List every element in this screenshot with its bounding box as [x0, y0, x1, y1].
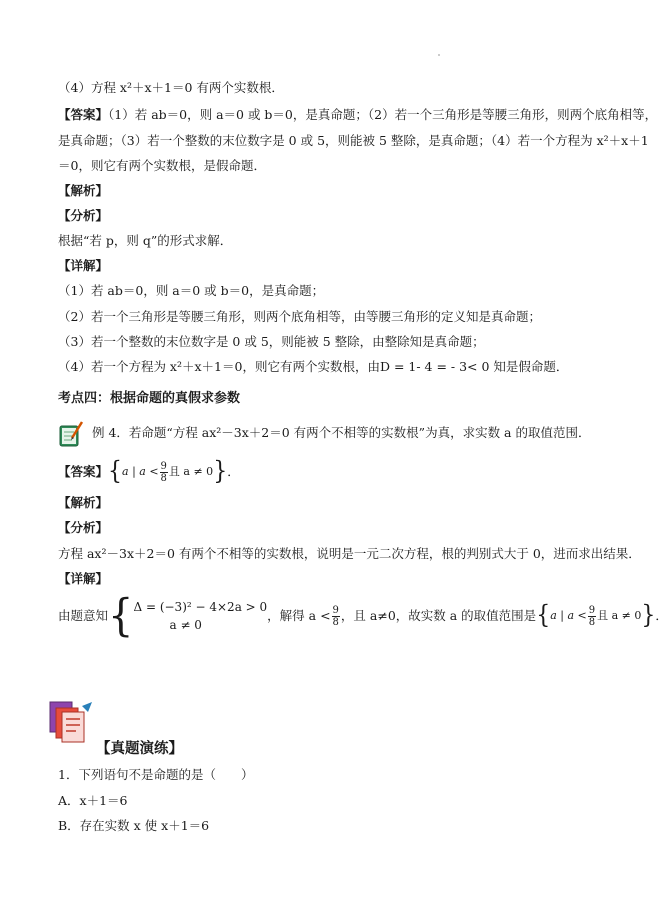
item-4-statement: （4）方程 x²＋x＋1＝0 有两个实数根． — [58, 80, 284, 95]
exam-papers-icon — [46, 700, 96, 744]
frac-den: 8 — [160, 472, 167, 484]
inequality-system — [133, 598, 267, 634]
set-right: 且 a ≠ 0 — [168, 465, 214, 478]
answer2-end: ． — [227, 464, 240, 479]
practice-section-title: 【真题演练】 — [96, 740, 183, 757]
frac-num-b: 9 — [332, 604, 339, 616]
solution-mid-2: ，且 a≠0，故实数 a 的取值范围是 — [340, 608, 537, 623]
answer-label: 【答案】 — [58, 107, 109, 122]
analysis2-heading: 【解析】 — [58, 495, 109, 510]
fraction-9-8-b — [332, 605, 340, 628]
set-left: a | a < — [122, 465, 159, 478]
scan-speck — [438, 54, 440, 56]
right-brace: } — [213, 457, 228, 486]
detail2-heading: 【详解】 — [58, 571, 109, 586]
frac-num: 9 — [160, 460, 167, 472]
system-line-1: Δ = (−3)² − 4×2a > 0 — [133, 600, 268, 614]
detail-3: （3）若一个整数的末位数字是 0 或 5，则能被 5 整除，由整除知是真命题； — [58, 334, 485, 349]
example-4-text: 例 4．若命题“方程 ax²－3x＋2＝0 有两个不相等的实数根”为真，求实数 a 的取值范围． — [92, 425, 591, 440]
option-b: B．存在实数 x 使 x＋1＝6 — [58, 818, 210, 833]
answer-line-3: ＝0，则它有两个实数根，是假命题． — [58, 158, 266, 173]
fenxi2-text: 方程 ax²－3x＋2＝0 有两个不相等的实数根，说明是一元二次方程，根的判别式大于 0，进而求出结果． — [58, 546, 641, 561]
notebook-pen-icon — [58, 420, 84, 448]
section-4-title: 考点四：根据命题的真假求参数 — [58, 391, 241, 406]
fraction-9-8 — [160, 461, 168, 484]
answer2-line — [58, 457, 600, 487]
answer-line-2: 是真命题；（3）若一个整数的末位数字是 0 或 5，则能被 5 整除，是真命题；（4）若一个方程为 x²＋x＋1 — [58, 133, 649, 148]
solution-end: ． — [655, 608, 668, 623]
detail-heading: 【详解】 — [58, 258, 109, 273]
left-brace: { — [108, 457, 123, 486]
system-brace: { — [108, 590, 134, 642]
solution-mid-1: ，解得 a < — [267, 608, 331, 623]
answer2-set — [108, 457, 228, 486]
right-brace-b: } — [641, 601, 656, 630]
fenxi2-heading: 【分析】 — [58, 520, 109, 535]
analysis-heading: 【解析】 — [58, 183, 109, 198]
answer2-label: 【答案】 — [58, 464, 109, 479]
frac-den-c: 8 — [588, 616, 596, 628]
detail-2: （2）若一个三角形是等腰三角形，则两个底角相等，由等腰三角形的定义知是真命题； — [58, 309, 541, 324]
solution-prefix: 由题意知 — [58, 608, 109, 623]
answer-text-1: （1）若 ab＝0，则 a＝0 或 b＝0，是真命题；（2）若一个三角形是等腰三角形，则两个底角相等， — [108, 107, 658, 122]
fenxi-text: 根据“若 p，则 q”的形式求解． — [58, 233, 233, 248]
detail-1: （1）若 ab＝0，则 a＝0 或 b＝0，是真命题； — [58, 283, 325, 298]
detail-4: （4）若一个方程为 x²＋x＋1＝0，则它有两个实数根，由D = 1- 4 = - 3< 0 知是假命题． — [58, 359, 569, 374]
frac-den-b: 8 — [332, 616, 339, 628]
set-right-b: 且 a ≠ 0 — [597, 609, 642, 622]
option-a: A．x＋1＝6 — [58, 793, 128, 808]
frac-num-c: 9 — [588, 604, 596, 616]
solution-line — [58, 590, 668, 642]
left-brace-b: { — [536, 601, 551, 630]
system-line-2: a ≠ 0 — [169, 618, 202, 632]
fraction-9-8-c — [588, 605, 596, 628]
question-1: 1．下列语句不是命题的是（ ） — [58, 767, 254, 782]
set-left-b: a | a < — [550, 609, 587, 622]
answer-line-1 — [58, 107, 658, 123]
fenxi-heading: 【分析】 — [58, 208, 109, 223]
solution-set — [536, 601, 656, 630]
